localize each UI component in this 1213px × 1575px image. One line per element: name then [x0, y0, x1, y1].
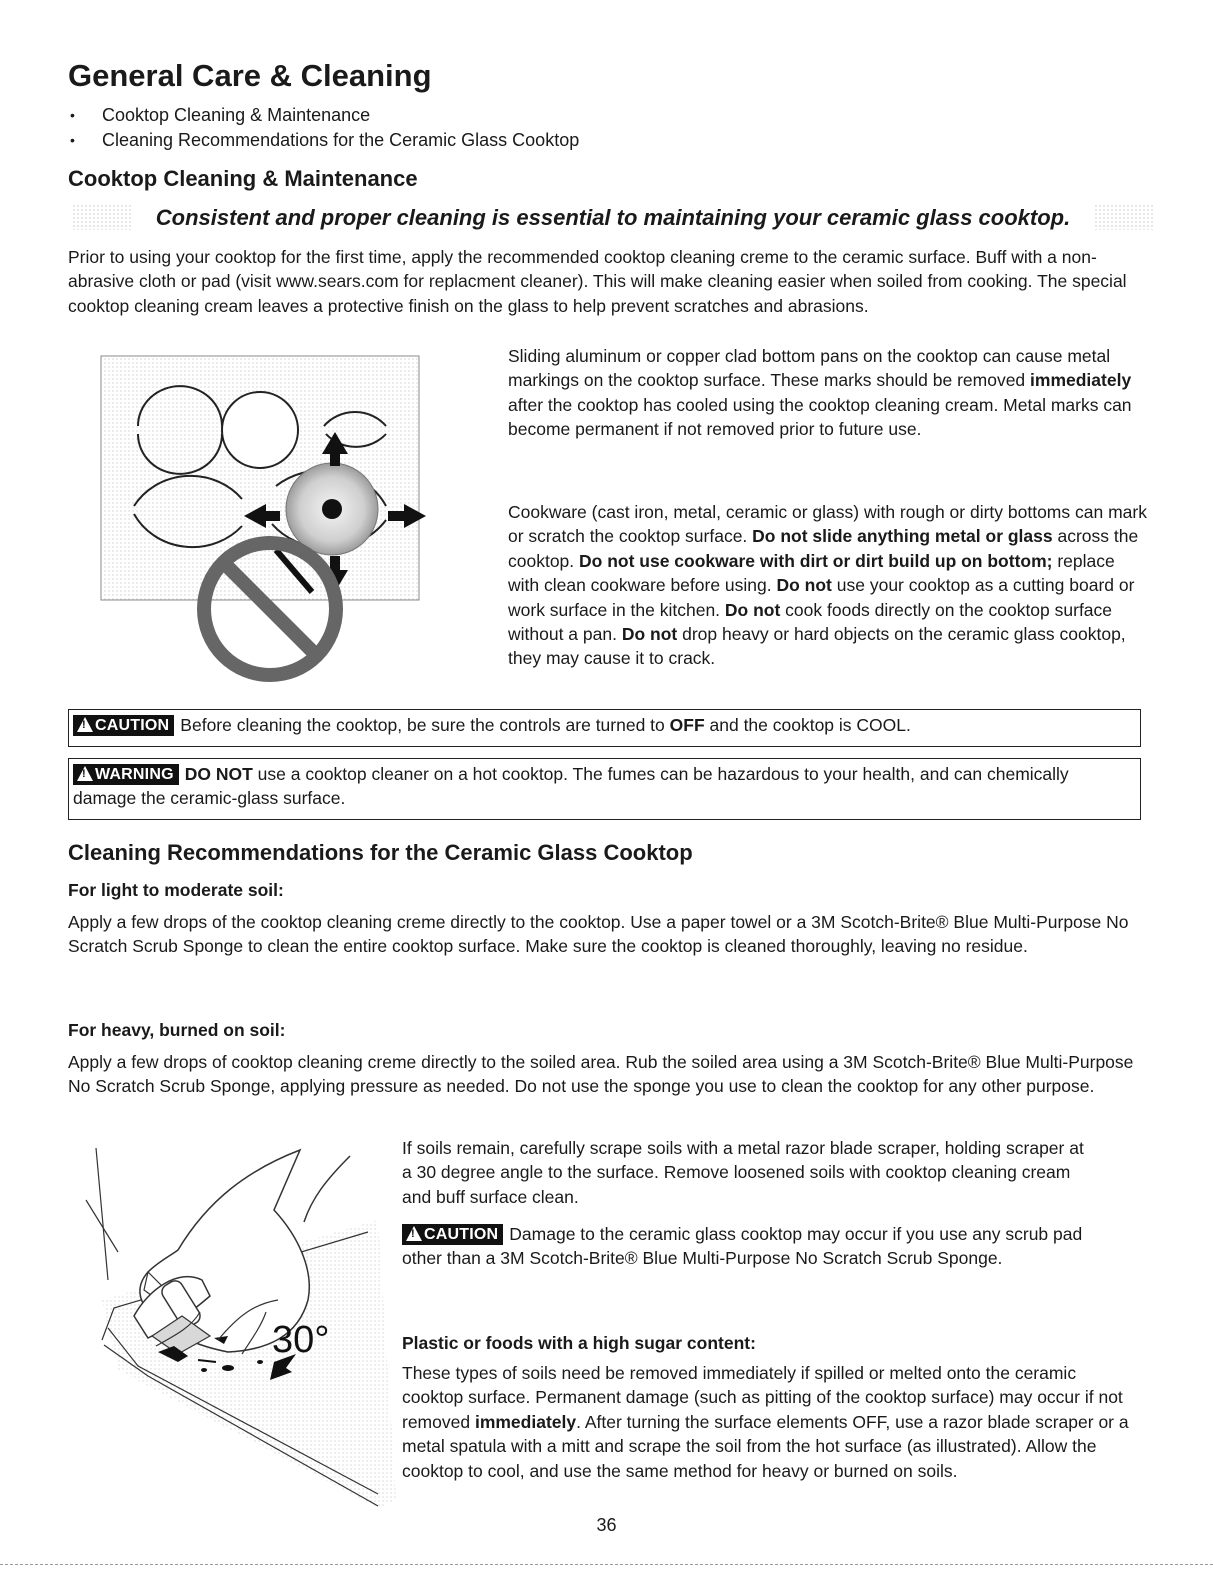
warning-notice: !WARNING DO NOT use a cooktop cleaner on a hot cooktop. The fumes can be hazardous to your health, and can chemically damage the ceramic-glass surface. — [68, 758, 1141, 820]
sugar-soil-paragraph: These types of soils need be removed immediately if spilled or melted onto the ceramic cooktop surface. Permanent damage (such as pitting of the cooktop surface) may occur if not removed immediately. After turning the surface elements OFF, use a razor blade scraper or a metal spatula with a mitt and scrape the soil from the hot surface (as illustrated). Allow the cooktop to cool, and use the same method for heavy or burned on soils. — [402, 1363, 1129, 1481]
caution-badge: !CAUTION — [402, 1224, 503, 1245]
section-heading-cleaning-recommendations: Cleaning Recommendations for the Ceramic Glass Cooktop — [68, 840, 693, 865]
toc-item[interactable]: • Cleaning Recommendations for the Ceramic Glass Cooktop — [68, 128, 579, 153]
caution-badge: !CAUTION — [73, 715, 174, 736]
razor-scraper-illustration — [78, 1140, 398, 1508]
scrape-paragraph: If soils remain, carefully scrape soils with a metal razor blade scraper, holding scraper at a 30 degree angle to the surface. Remove loosened soils with cooktop cleaning cream and buff surface clean. — [402, 1138, 1084, 1207]
caution-scrub-pad-paragraph: !CAUTION Damage to the ceramic glass cooktop may occur if you use any scrub pad other than a 3M Scotch-Brite® Blue Multi-Purpose No Scratch Scrub Sponge. — [402, 1222, 1112, 1271]
heavy-soil-heading: For heavy, burned on soil: — [68, 1020, 286, 1040]
heavy-soil-paragraph: Apply a few drops of cooktop cleaning creme directly to the soiled area. Rub the soiled area using a 3M Scotch-Brite® Blue Multi-Purpose No Scratch Scrub Sponge, applying pressure as needed. Do not use the sponge you use to clean the cooktop for any other purpose. — [68, 1052, 1134, 1097]
warning-triangle-icon — [77, 717, 93, 732]
section-heading-cooktop-cleaning: Cooktop Cleaning & Maintenance — [68, 166, 418, 191]
table-of-contents — [68, 103, 579, 153]
warning-triangle-icon — [406, 1226, 422, 1241]
tagline-text: Consistent and proper cleaning is essential to maintaining your ceramic glass cooktop. — [155, 205, 1071, 230]
no-sliding-cookware-illustration — [100, 354, 432, 690]
light-soil-heading: For light to moderate soil: — [68, 880, 284, 900]
warning-triangle-icon — [77, 766, 93, 781]
intro-paragraph: Prior to using your cooktop for the first time, apply the recommended cooktop cleaning creme to the ceramic surface. Buff with a non-abrasive cloth or pad (visit www.sears.com for replacment cleaner). This will make cleaning easier when soiled from cooking. The special cooktop cleaning cream leaves a protective finish on the glass to help prevent scratches and abrasions. — [68, 247, 1127, 316]
caution-notice: !CAUTION Before cleaning the cooktop, be sure the controls are turned to OFF and the cooktop is COOL. — [68, 709, 1141, 747]
sliding-pans-paragraph: Sliding aluminum or copper clad bottom pans on the cooktop can cause metal markings on the cooktop surface. These marks should be removed immediately after the cooktop has cooled using the cooktop cleaning cream. Metal marks can become permanent if not removed prior to future use. — [508, 346, 1132, 440]
bottom-rule — [0, 1564, 1213, 1565]
sugar-soil-heading: Plastic or foods with a high sugar content: — [402, 1333, 756, 1353]
decorative-dots — [1094, 204, 1154, 230]
tagline — [68, 202, 1158, 234]
decorative-dots — [72, 204, 132, 230]
page-title: General Care & Cleaning — [68, 58, 432, 93]
toc-item[interactable]: • Cooktop Cleaning & Maintenance — [68, 103, 579, 128]
angle-label: 30° — [272, 1319, 330, 1361]
warning-badge: !WARNING — [73, 764, 179, 785]
cookware-paragraph: Cookware (cast iron, metal, ceramic or glass) with rough or dirty bottoms can mark or scratch the cooktop surface. Do not slide anything metal or glass across the cooktop. Do not use cookware with dirt or dirt build up on bottom; replace with clean cookware before using. Do not use your cooktop as a cutting board or work surface in the kitchen. Do not cook foods directly on the cooktop surface without a pan. Do not drop heavy or hard objects on the ceramic glass cooktop, they may cause it to crack. — [508, 502, 1147, 669]
light-soil-paragraph: Apply a few drops of the cooktop cleaning creme directly to the cooktop. Use a paper towel or a 3M Scotch-Brite® Blue Multi-Purpose No Scratch Scrub Sponge to clean the entire cooktop surface. Make sure the cooktop is cleaned thoroughly, leaving no residue. — [68, 912, 1129, 957]
page-number: 36 — [596, 1515, 617, 1535]
